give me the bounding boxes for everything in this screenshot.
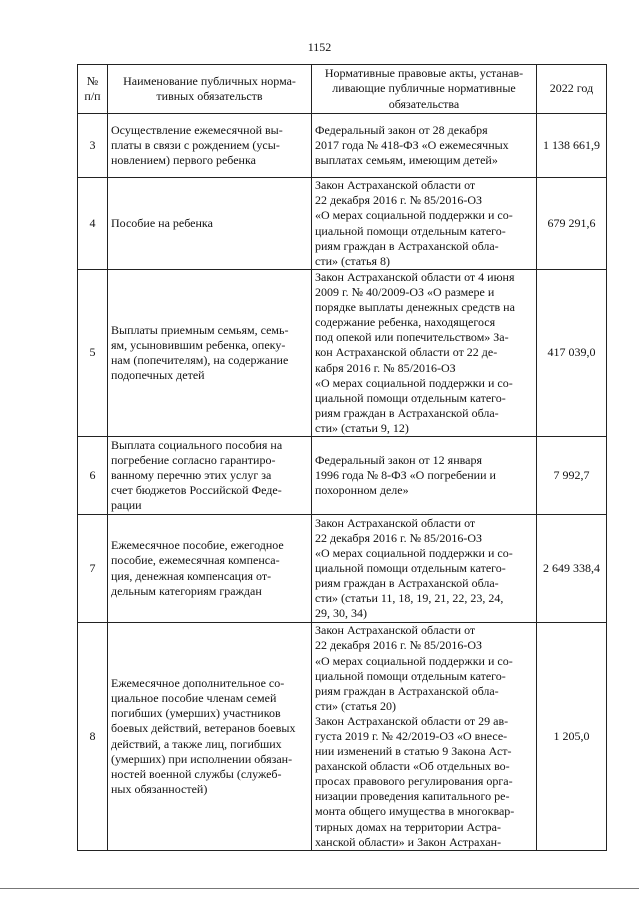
row-number: 6 (78, 437, 108, 515)
table-row (78, 437, 607, 515)
legal-act (312, 437, 537, 515)
table-row (78, 515, 607, 623)
header-acts-label: Нормативные правовые акты, устанав- ливающие публичные нормативные обязательства (324, 66, 524, 111)
obligation-name-text: Выплаты приемным семьям, семь- ям, усыновившим ребенка, опеку- нам (попечителям), на содержание подопечных детей (111, 322, 289, 383)
amount-2022: 417 039,0 (537, 270, 607, 437)
header-num (78, 65, 108, 114)
amount-2022: 1 138 661,9 (537, 114, 607, 178)
page-number: 1152 (307, 40, 332, 54)
amount-2022: 2 649 338,4 (537, 515, 607, 623)
row-number: 3 (78, 114, 108, 178)
amount-2022: 7 992,7 (537, 437, 607, 515)
obligation-name-text: Осуществление ежемесячной вы- платы в связи с рождением (усы- новлением) первого ребенка (111, 122, 283, 168)
obligation-name-text: Выплата социального пособия на погребение согласно гарантиро- ванному перечню этих услуг за счет бюджетов Российской Феде- рации (111, 437, 283, 513)
obligation-name-text: Ежемесячное дополнительное со- циальное пособие членам семей погибших (умерших) участников боевых действий, ветеранов боевых действий, а также лиц, погибших (умерших) при исполнении обязан- ностей военной службы (служеб- ных обязанностей) (111, 676, 296, 796)
legal-act-text: Закон Астраханской области от 4 июня 2009 г. № 40/2009-ОЗ «О размере и порядке выплаты денежных средств на содержание ребенка, находящегося под опекой или попечительством» За- кон Астраханской области от 22 де- кабря 2016 г. № 85/2016-ОЗ «О мерах социальной поддержки и со- циальной помощи отдельным катего- риям граждан в Астраханской обла- сти» (статьи 9, 12) (315, 270, 515, 435)
table-row (78, 114, 607, 178)
obligations-table (77, 64, 607, 851)
table-row (78, 178, 607, 270)
page-bottom-rule (0, 888, 639, 889)
legal-act (312, 114, 537, 178)
legal-act (312, 623, 537, 851)
obligation-name (108, 437, 312, 515)
table-header-row (78, 65, 607, 114)
legal-act-text: Закон Астраханской области от 22 декабря 2016 г. № 85/2016-ОЗ «О мерах социальной поддержки и со- циальной помощи отдельным катего- риям граждан в Астраханской обла- сти» (статья 20) Закон Астраханской области от 29 ав- густа 2019 г. № 42/2019-ОЗ «О внесе- нии изменений в статью 9 Закона Аст- раханской области «Об отдельных во- просах правового регулирования орга- низации проведения капитального ре- монта общего имущества в многоквар- тирных домах на территории Астра- ханской области» и Закон Астрахан- (315, 623, 515, 849)
legal-act-text: Закон Астраханской области от 22 декабря 2016 г. № 85/2016-ОЗ «О мерах социальной поддержки и со- циальной помощи отдельным катего- риям граждан в Астраханской обла- сти» (статья 8) (315, 178, 513, 268)
header-year (537, 65, 607, 114)
obligation-name (108, 178, 312, 270)
legal-act-text: Федеральный закон от 28 декабря 2017 года № 418-ФЗ «О ежемесячных выплатах семьям, имеющим детей» (315, 122, 509, 168)
obligation-name-text: Ежемесячное пособие, ежегодное пособие, ежемесячная компенса- ция, денежная компенсация от- дельным категориям граждан (111, 538, 284, 598)
row-number: 5 (78, 270, 108, 437)
obligation-name (108, 623, 312, 851)
table-row (78, 623, 607, 851)
obligation-name (108, 114, 312, 178)
legal-act (312, 178, 537, 270)
legal-act-text: Закон Астраханской области от 22 декабря 2016 г. № 85/2016-ОЗ «О мерах социальной поддержки и со- циальной помощи отдельным катего- риям граждан в Астраханской обла- сти» (статьи 11, 18, 19, 21, 22, 23, 24, 29, 30, 34) (315, 515, 513, 621)
header-acts (312, 65, 537, 114)
legal-act (312, 270, 537, 437)
legal-act (312, 515, 537, 623)
header-num-label: № п/п (84, 73, 101, 103)
obligation-name-text: Пособие на ребенка (111, 215, 213, 230)
amount-2022: 1 205,0 (537, 623, 607, 851)
header-name (108, 65, 312, 114)
header-year-label: 2022 год (549, 81, 594, 96)
legal-act-text: Федеральный закон от 12 января 1996 года № 8-ФЗ «О погребении и похоронном деле» (315, 452, 496, 498)
row-number: 4 (78, 178, 108, 270)
obligation-name (108, 270, 312, 437)
row-number: 7 (78, 515, 108, 623)
row-number: 8 (78, 623, 108, 851)
table-row (78, 270, 607, 437)
obligation-name (108, 515, 312, 623)
amount-2022: 679 291,6 (537, 178, 607, 270)
header-name-label: Наименование публичных норма- тивных обязательств (123, 73, 296, 103)
